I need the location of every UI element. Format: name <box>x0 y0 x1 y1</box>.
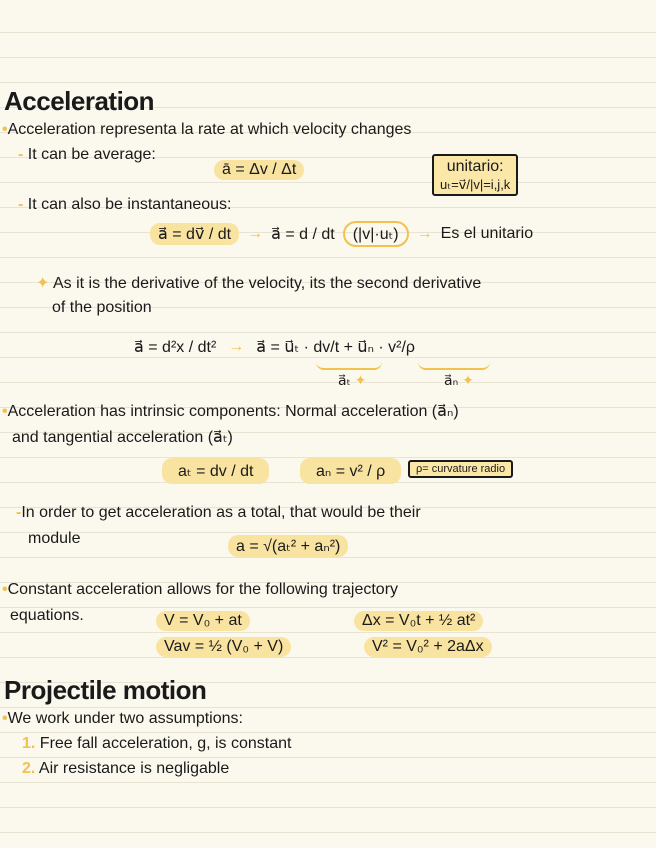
assumption-item: 1. Free fall acceleration, g, is constant <box>22 735 292 752</box>
projectile-intro: •We work under two assumptions: <box>2 710 243 727</box>
second-derivative-formula: a⃗ = d²x / dt² → a⃗ = u⃗ₜ · dv/t + u⃗ₙ · v²/ρ <box>134 338 416 356</box>
instantaneous-formula: a⃗ = dv⃗ / dt → a⃗ = d / dt (|v|·uₜ) → Es el unitario <box>150 221 533 247</box>
equation-velocity: V = V₀ + at <box>156 611 250 631</box>
unitario-box: unitario: uₜ=v⃗/|v|=i,j,k <box>432 154 518 196</box>
equation-velocity-squared: V² = V₀² + 2aΔx <box>364 637 492 657</box>
tangential-formula: aₜ = dv / dt <box>162 458 269 484</box>
normal-label: a⃗ₙ ✦ <box>444 372 474 388</box>
derivative-text-1: ✦ As it is the derivative of the velocity, its the second derivative <box>36 275 482 292</box>
intrinsic-text-1: •Acceleration has intrinsic components: Normal acceleration (a⃗ₙ) <box>2 403 459 420</box>
average-label: - It can be average: <box>18 146 156 163</box>
total-text-1: -In order to get acceleration as a total, that would be their <box>16 504 421 521</box>
normal-formula: aₙ = v² / ρ <box>300 458 401 484</box>
constant-text-2: equations. <box>10 607 84 624</box>
total-text-2: module <box>28 530 81 547</box>
inst-formula-1: a⃗ = dv⃗ / dt <box>150 223 239 245</box>
bullet: • <box>2 121 8 138</box>
acceleration-heading: Acceleration <box>4 86 155 116</box>
average-formula: ā = Δv / Δt <box>214 160 304 180</box>
equation-average-velocity: Vav = ½ (V₀ + V) <box>156 637 291 657</box>
intrinsic-text-2: and tangential acceleration (a⃗ₜ) <box>12 429 233 446</box>
curvature-box: ρ= curvature radio <box>408 460 513 478</box>
instantaneous-label: - It can also be instantaneous: <box>18 196 232 213</box>
constant-text-1: •Constant acceleration allows for the following trajectory <box>2 581 399 598</box>
equation-displacement: Δx = V₀t + ½ at² <box>354 611 483 631</box>
normal-brace <box>418 362 490 370</box>
inst-oval: (|v|·uₜ) <box>343 221 409 247</box>
projectile-heading: Projectile motion <box>4 675 207 705</box>
assumption-item: 2. Air resistance is negligable <box>22 760 230 777</box>
acceleration-definition: •Acceleration representa la rate at which velocity changes <box>2 121 412 138</box>
tangential-label: a⃗ₜ ✦ <box>338 372 367 388</box>
inst-formula-2: a⃗ = d / dt <box>271 226 335 243</box>
derivative-text-2: of the position <box>52 299 152 316</box>
total-formula: a = √(aₜ² + aₙ²) <box>228 535 348 557</box>
tangential-brace <box>316 362 382 370</box>
unitario-note: Es el unitario <box>440 225 534 242</box>
